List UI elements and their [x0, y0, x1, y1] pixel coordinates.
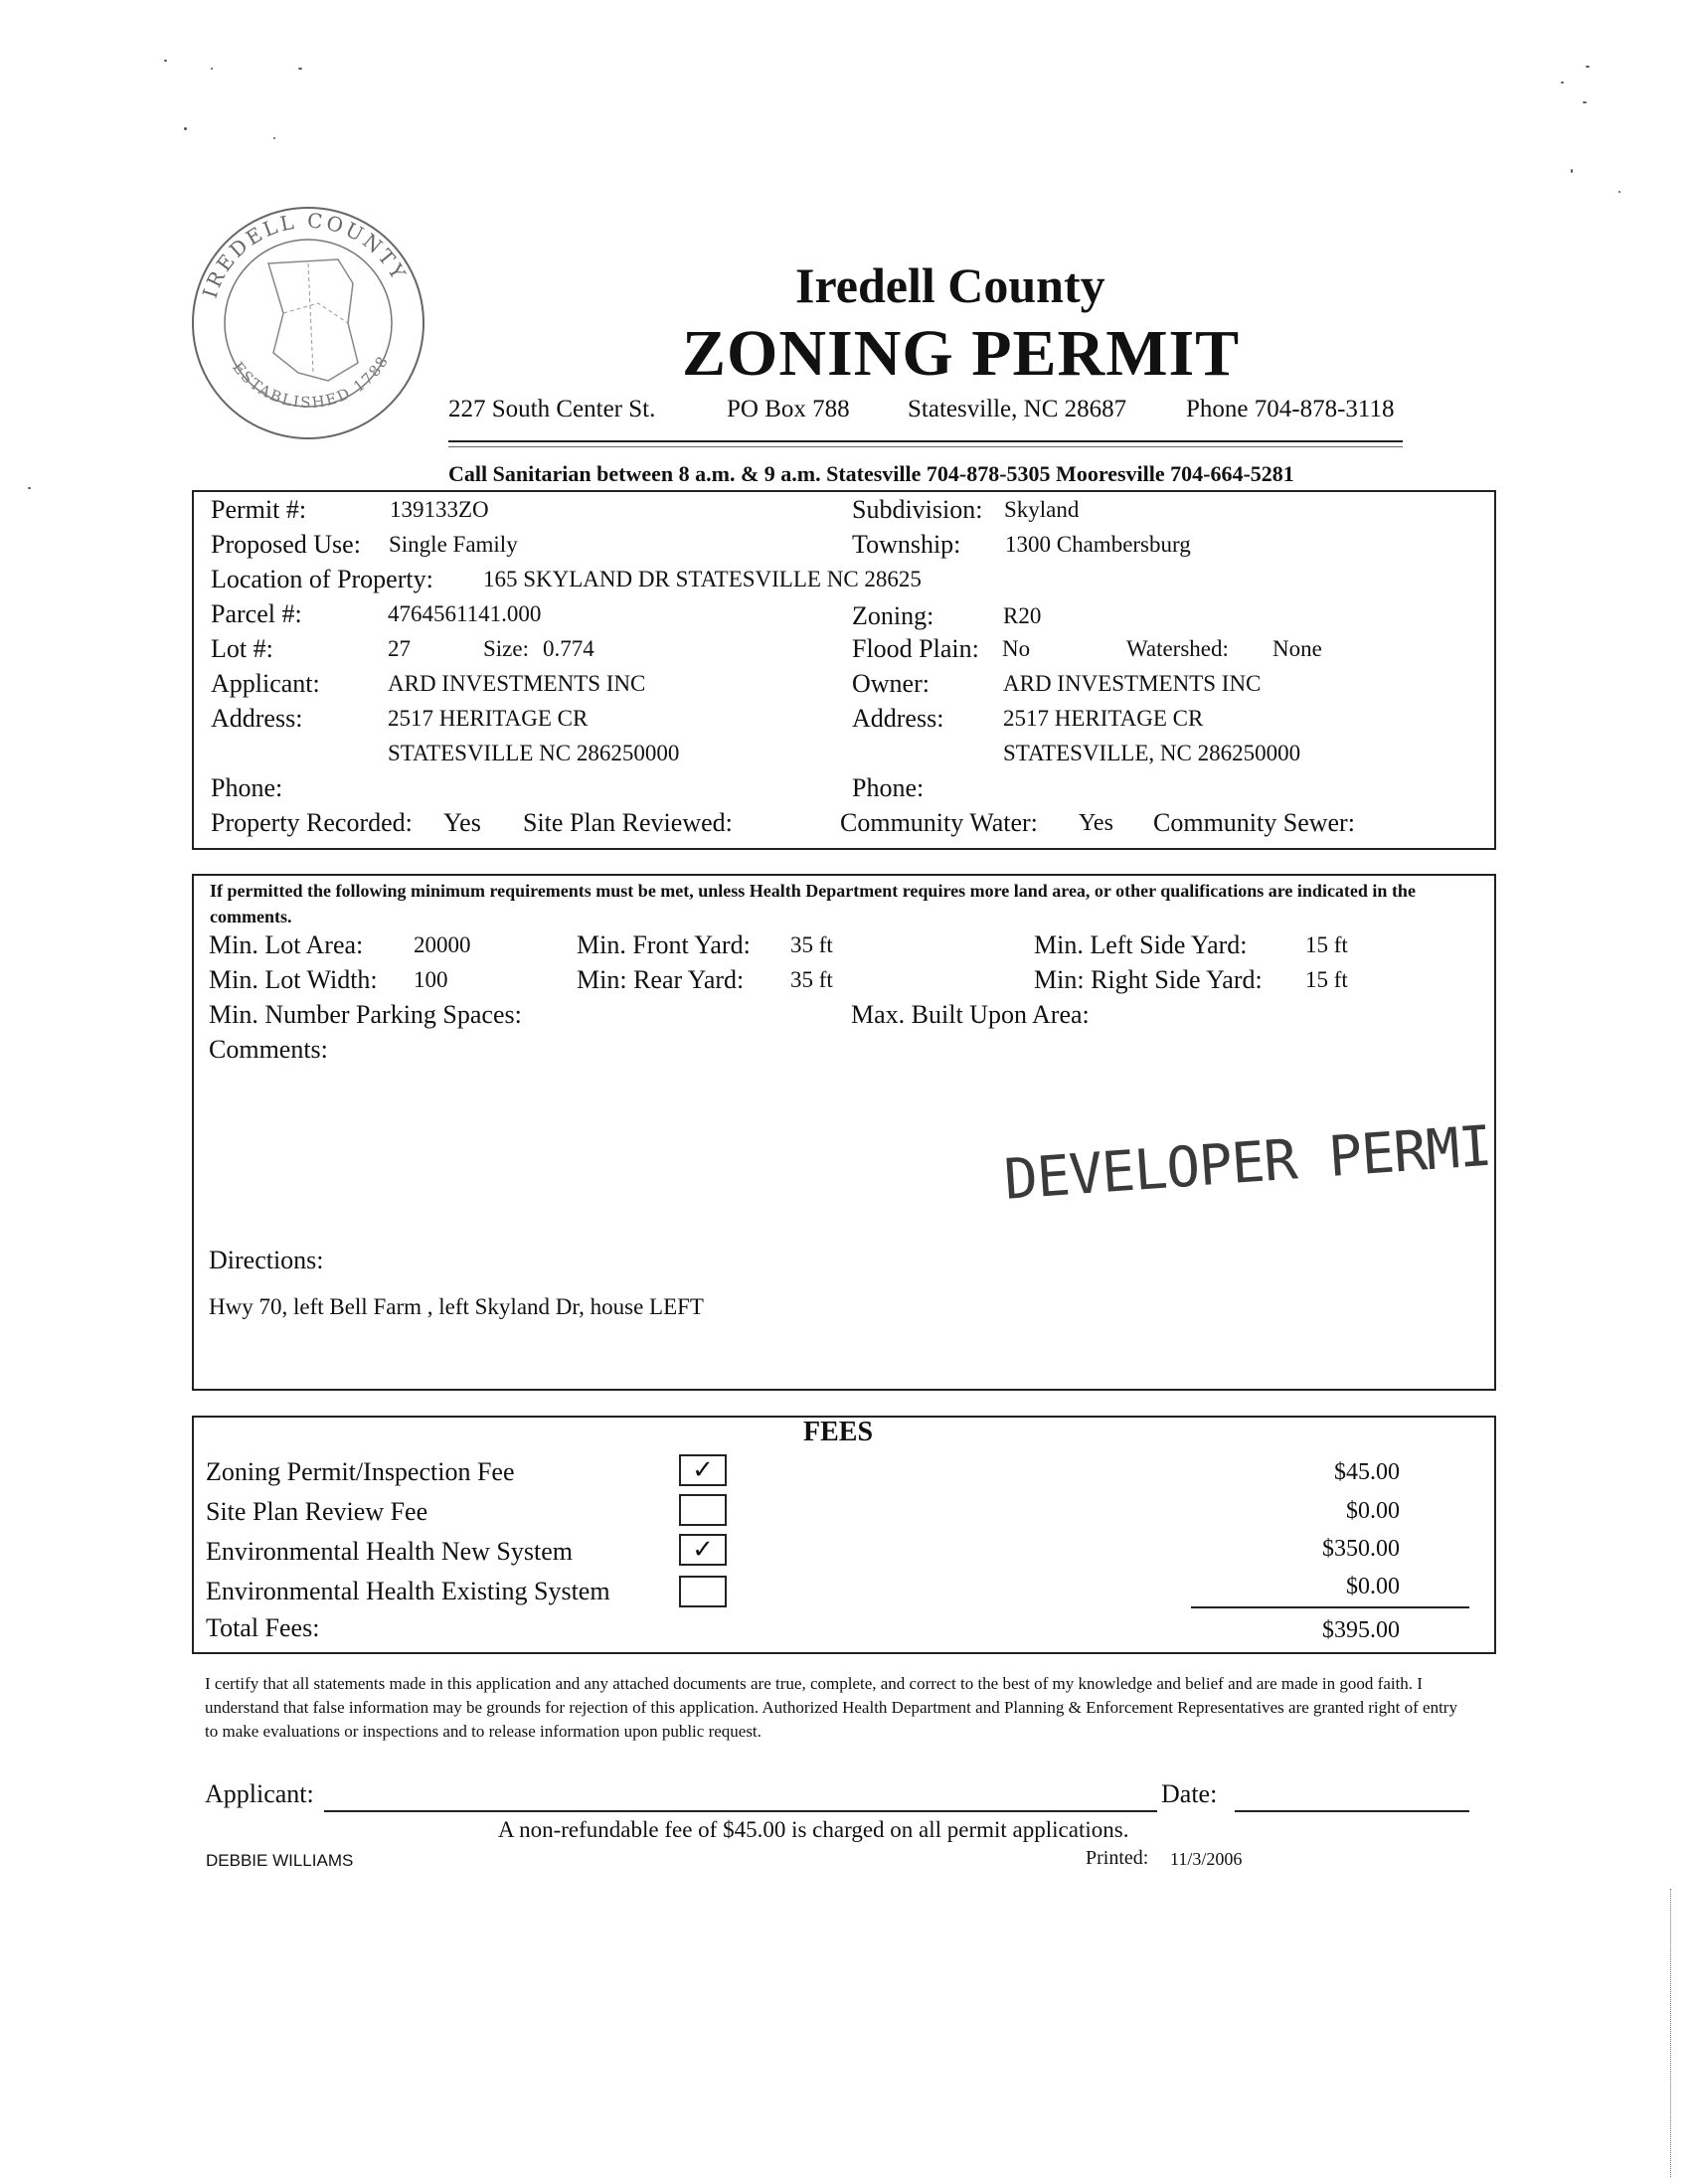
min-lot-area-value: 20000 — [414, 932, 471, 957]
owner-address-line1: 2517 HERITAGE CR — [1003, 706, 1204, 731]
min-left-side-yard-label: Min. Left Side Yard: — [1034, 930, 1248, 959]
total-fees-value: $395.00 — [1322, 1617, 1400, 1643]
zoning-label: Zoning: — [852, 601, 934, 630]
permit-info-box — [192, 490, 1496, 850]
fee-amount: $350.00 — [1322, 1536, 1400, 1562]
flood-plain-label: Flood Plain: — [852, 634, 979, 663]
min-front-yard-value: 35 ft — [790, 932, 833, 957]
office-phone: Phone 704-878-3118 — [1186, 396, 1395, 422]
scan-speck — [164, 60, 167, 62]
scan-speck — [1583, 101, 1587, 103]
applicant-value: ARD INVESTMENTS INC — [388, 671, 646, 696]
min-lot-width-label: Min. Lot Width: — [209, 965, 378, 994]
watershed-label: Watershed: — [1126, 636, 1229, 661]
watershed-value: None — [1272, 636, 1322, 661]
seal-top-text: IREDELL COUNTY — [197, 208, 413, 301]
scan-speck — [1561, 82, 1564, 84]
svg-text:IREDELL COUNTY — [198, 209, 412, 301]
lot-value: 27 — [388, 636, 411, 661]
county-name: Iredell County — [795, 257, 1105, 313]
header-rule — [448, 440, 1403, 442]
scan-speck — [211, 68, 213, 70]
fee-label: Environmental Health New System — [206, 1537, 573, 1566]
city-state-zip: Statesville, NC 28687 — [908, 396, 1127, 422]
seal-bottom-text: ESTABLISHED 1788 — [229, 351, 393, 413]
proposed-use-label: Proposed Use: — [211, 530, 361, 559]
developer-permit-stamp: DEVELOPER PERMI — [1002, 1113, 1494, 1213]
size-label: Size: — [483, 636, 529, 661]
min-parking-label: Min. Number Parking Spaces: — [209, 1000, 522, 1029]
page-edge-line — [1670, 1889, 1672, 2177]
owner-label: Owner: — [852, 669, 930, 698]
applicant-signature-line[interactable] — [324, 1810, 1157, 1812]
fees-title: FEES — [803, 1417, 874, 1447]
clerk-name: DEBBIE WILLIAMS — [206, 1851, 354, 1870]
fee-checkbox[interactable] — [679, 1494, 727, 1526]
sanitarian-notice: Call Sanitarian between 8 a.m. & 9 a.m. Statesville 704-878-5305 Mooresville 704-664-5281 — [448, 461, 1294, 486]
fee-amount: $45.00 — [1334, 1459, 1400, 1485]
total-fees-label: Total Fees: — [206, 1613, 320, 1642]
header-rule-thin — [448, 446, 1403, 447]
fee-label: Environmental Health Existing System — [206, 1577, 610, 1605]
max-built-upon-label: Max. Built Upon Area: — [851, 1000, 1090, 1029]
scan-speck — [28, 487, 31, 489]
min-lot-width-value: 100 — [414, 967, 448, 992]
fee-label: Site Plan Review Fee — [206, 1497, 428, 1526]
fee-amount: $0.00 — [1346, 1574, 1400, 1599]
location-label: Location of Property: — [211, 565, 433, 593]
community-water-value: Yes — [1079, 810, 1113, 836]
owner-value: ARD INVESTMENTS INC — [1003, 671, 1262, 696]
fee-checkbox[interactable]: ✓ — [679, 1534, 727, 1566]
applicant-signature-label: Applicant: — [205, 1779, 314, 1808]
fee-checkbox[interactable]: ✓ — [679, 1454, 727, 1486]
directions-label: Directions: — [209, 1246, 324, 1274]
scan-speck — [1618, 191, 1620, 193]
site-plan-reviewed-label: Site Plan Reviewed: — [523, 808, 733, 837]
date-line[interactable] — [1235, 1810, 1469, 1812]
min-left-side-yard-value: 15 ft — [1305, 932, 1348, 957]
owner-address-line2: STATESVILLE, NC 286250000 — [1003, 741, 1301, 765]
street-address: 227 South Center St. — [448, 396, 656, 422]
applicant-label: Applicant: — [211, 669, 320, 698]
flood-plain-value: No — [1002, 636, 1031, 661]
township-value: 1300 Chambersburg — [1005, 532, 1191, 557]
directions-value: Hwy 70, left Bell Farm , left Skyland Dr, house LEFT — [209, 1294, 704, 1319]
zoning-value: R20 — [1003, 603, 1042, 628]
size-value: 0.774 — [543, 636, 594, 661]
fee-label: Zoning Permit/Inspection Fee — [206, 1457, 515, 1486]
applicant-address-label: Address: — [211, 704, 303, 733]
scan-speck — [1586, 66, 1590, 68]
po-box: PO Box 788 — [727, 396, 850, 422]
min-rear-yard-label: Min: Rear Yard: — [577, 965, 745, 994]
min-right-side-yard-value: 15 ft — [1305, 967, 1348, 992]
date-label: Date: — [1161, 1779, 1218, 1808]
printed-label: Printed: — [1086, 1847, 1149, 1869]
fee-amount: $0.00 — [1346, 1498, 1400, 1524]
proposed-use-value: Single Family — [389, 532, 518, 557]
parcel-value: 4764561141.000 — [388, 601, 542, 626]
permit-title: ZONING PERMIT — [682, 317, 1241, 390]
applicant-phone-label: Phone: — [211, 773, 283, 802]
scan-speck — [1571, 169, 1573, 173]
property-recorded-label: Property Recorded: — [211, 808, 413, 837]
scan-speck — [184, 127, 187, 130]
scan-speck — [273, 137, 275, 139]
comments-label: Comments: — [209, 1035, 328, 1064]
min-right-side-yard-label: Min: Right Side Yard: — [1034, 965, 1263, 994]
min-lot-area-label: Min. Lot Area: — [209, 930, 364, 959]
fee-checkbox[interactable] — [679, 1576, 727, 1607]
requirements-note: If permitted the following minimum requirements must be met, unless Health Department requires more land area, or other qualifications are indicated in the comments. — [210, 881, 1416, 926]
fees-box — [192, 1416, 1496, 1654]
permit-number-label: Permit #: — [211, 495, 307, 524]
county-seal — [189, 204, 427, 442]
scan-speck — [298, 68, 302, 70]
subdivision-label: Subdivision: — [852, 495, 983, 524]
owner-address-label: Address: — [852, 704, 944, 733]
non-refundable-notice: A non-refundable fee of $45.00 is charged on all permit applications. — [498, 1817, 1129, 1842]
parcel-label: Parcel #: — [211, 599, 302, 628]
lot-label: Lot #: — [211, 634, 273, 663]
location-value: 165 SKYLAND DR STATESVILLE NC 28625 — [483, 567, 922, 591]
township-label: Township: — [852, 530, 961, 559]
fees-sum-line — [1191, 1606, 1469, 1608]
applicant-address-line1: 2517 HERITAGE CR — [388, 706, 589, 731]
applicant-address-line2: STATESVILLE NC 286250000 — [388, 741, 680, 765]
permit-number-value: 139133ZO — [390, 497, 489, 522]
subdivision-value: Skyland — [1004, 497, 1080, 522]
min-rear-yard-value: 35 ft — [790, 967, 833, 992]
svg-text:ESTABLISHED 1788 — [229, 352, 393, 412]
community-sewer-label: Community Sewer: — [1153, 808, 1355, 837]
owner-phone-label: Phone: — [852, 773, 925, 802]
min-front-yard-label: Min. Front Yard: — [577, 930, 751, 959]
printed-date: 11/3/2006 — [1170, 1849, 1243, 1869]
community-water-label: Community Water: — [840, 808, 1038, 837]
property-recorded-value: Yes — [443, 808, 481, 837]
certification-statement: I certify that all statements made in this application and any attached documents are true, complete, and correct to the best of my knowledge and belief and are made in good faith. I understand that false information may be grounds for rejection of this application. Authorized Health Department and Planning & Enforcement Representatives are granted right of entry to make evaluations or inspections and to release information upon public request. — [205, 1674, 1457, 1741]
